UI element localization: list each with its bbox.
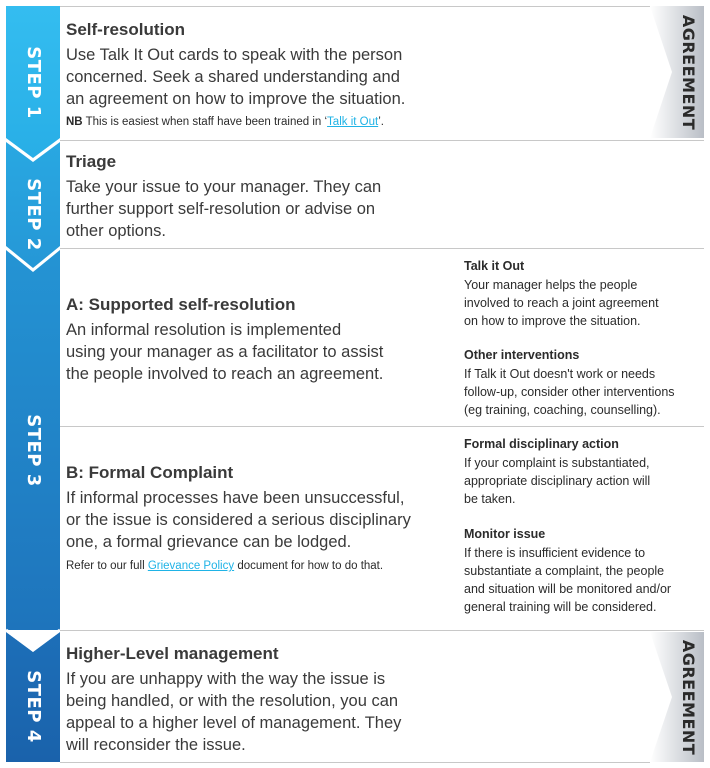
step4-label: STEP 4 (22, 669, 44, 743)
step1-title: Self-resolution (66, 20, 186, 39)
step1-body: Use Talk It Out cards to speak with the person concerned. Seek a shared understanding and an agreement on how to improve the situation. (66, 46, 406, 108)
step2-label: STEP 2 (22, 177, 44, 251)
formal-disciplinary-heading: Formal disciplinary action (464, 437, 619, 451)
agreement-label-1: AGREEMENT (679, 14, 699, 130)
talk-it-out-text: Your manager helps the people involved to reach a joint agreement on how to improve the situation. (464, 278, 659, 328)
divider (60, 6, 650, 7)
monitor-issue-heading: Monitor issue (464, 527, 546, 541)
divider (60, 762, 650, 763)
divider (60, 630, 704, 631)
step3b-body: If informal processes have been unsuccessful, or the issue is considered a serious disciplinary one, a formal grievance can be lodged. (66, 489, 411, 551)
talk-it-out-heading: Talk it Out (464, 259, 525, 273)
divider (60, 248, 704, 249)
divider (60, 426, 704, 427)
step3a-title: A: Supported self-resolution (66, 295, 296, 314)
step1-label: STEP 1 (22, 45, 44, 119)
step4-body: If you are unhappy with the way the issue is being handled, or with the resolution, you can appeal to a higher level of management. They will reconsider the issue. (66, 670, 402, 754)
step4-title: Higher-Level management (66, 644, 279, 663)
step3b-note: Refer to our full Grievance Policy document for how to do that. (66, 560, 384, 572)
other-interventions-text: If Talk it Out doesn't work or needs follow-up, consider other interventions (eg training, coaching, counselling). (464, 367, 675, 417)
step3a-body: An informal resolution is implemented using your manager as a facilitator to assist the people involved to reach an agreement. (66, 321, 384, 383)
talk-it-out-link[interactable]: Talk it Out (327, 116, 379, 128)
step2-body: Take your issue to your manager. They can further support self-resolution or advise on other options. (66, 178, 382, 240)
step3-label: STEP 3 (22, 413, 44, 487)
step1-note: NB This is easiest when staff have been trained in ‘Talk it Out’. (66, 116, 384, 128)
grievance-policy-link[interactable]: Grievance Policy (147, 560, 235, 572)
step2-title: Triage (66, 152, 117, 171)
divider (60, 140, 704, 141)
other-interventions-heading: Other interventions (464, 348, 580, 362)
agreement-label-2: AGREEMENT (679, 639, 699, 755)
monitor-issue-text: If there is insufficient evidence to substantiate a complaint, the people and situation will be monitored and/or general training will be considered. (464, 546, 672, 614)
formal-disciplinary-text: If your complaint is substantiated, appropriate disciplinary action will be taken. (464, 456, 651, 506)
step3b-title: B: Formal Complaint (66, 463, 234, 482)
